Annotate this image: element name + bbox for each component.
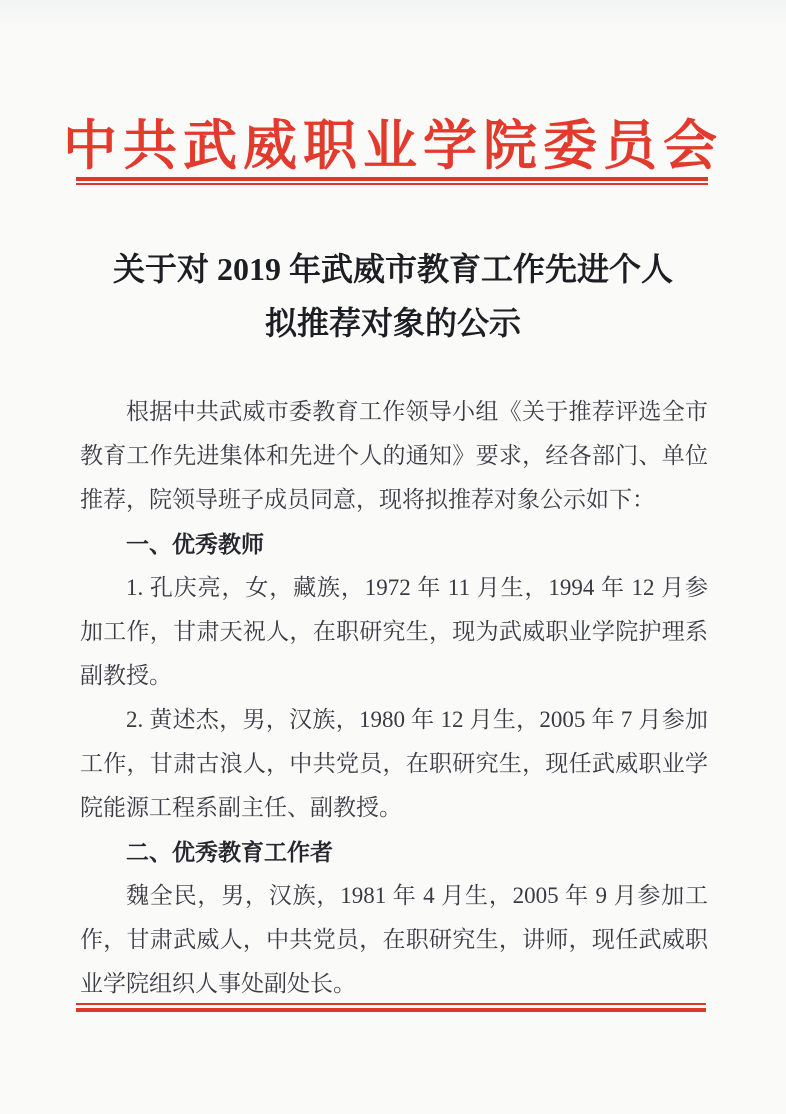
document-title [0,242,786,350]
section-2-heading: 二、优秀教育工作者 [126,839,333,865]
document-title-line-2: 拟推荐对象的公示 [264,305,521,341]
letterhead-org-name: 中共武威职业学院委员会 [63,116,723,176]
section-1-heading: 一、优秀教师 [126,531,264,557]
person-1-entry: 1. 孔庆亮，女，藏族，1972 年 11 月生，1994 年 12 月参加工作，甘肃天祝人，在职研究生，现为武威职业学院护理系副教授。 [80,575,708,688]
letterhead-double-rule [76,177,708,185]
document-title-line-1: 关于对 2019 年武威市教育工作先进个人 [112,251,673,287]
scan-edge-tint [0,0,786,28]
footer-double-rule [76,1003,706,1012]
person-3-entry: 魏全民，男，汉族，1981 年 4 月生，2005 年 9 月参加工作，甘肃武威人，中共党员，在职研究生，讲师，现任武威职业学院组织人事处副处长。 [80,883,708,996]
person-2-entry: 2. 黄述杰，男，汉族，1980 年 12 月生，2005 年 7 月参加工作，甘肃古浪人，中共党员，在职研究生，现任武威职业学院能源工程系副主任、副教授。 [80,707,708,820]
document-body [80,390,708,1006]
intro-paragraph: 根据中共武威市委教育工作领导小组《关于推荐评选全市教育工作先进集体和先进个人的通知》要求，经各部门、单位推荐，院领导班子成员同意，现将拟推荐对象公示如下： [80,399,708,512]
